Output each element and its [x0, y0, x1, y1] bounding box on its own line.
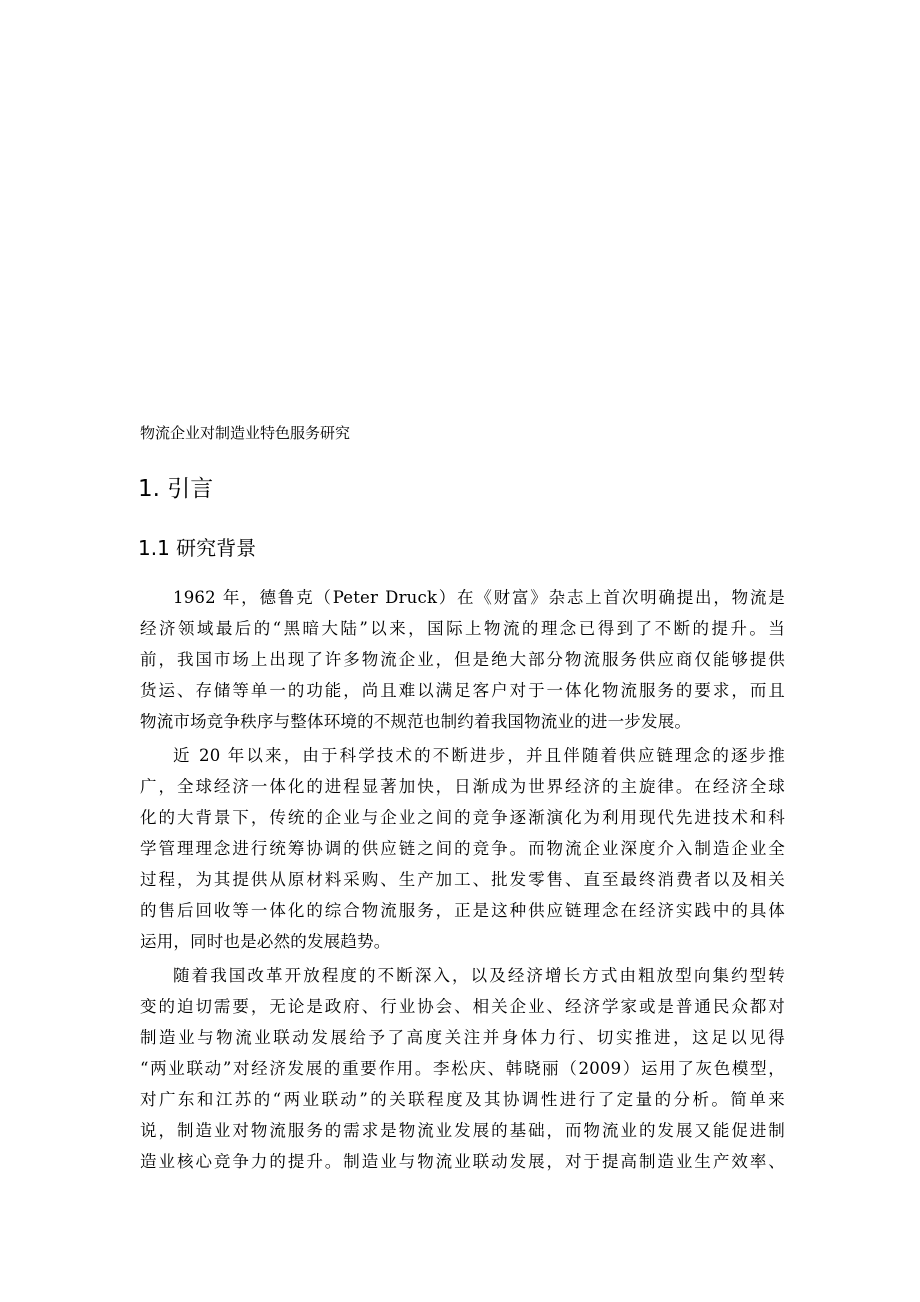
paragraph	[140, 960, 785, 1177]
paragraph	[140, 740, 785, 957]
text-line: 化的大背景下，传统的企业与企业之间的竞争逐渐演化为利用现代先进技术和科	[140, 808, 785, 827]
text-line: 的售后回收等一体化的综合物流服务，正是这种供应链理念在经济实践中的具体	[140, 901, 785, 920]
text-line: 造业核心竞争力的提升。制造业与物流业联动发展，对于提高制造业生产效率、	[140, 1152, 785, 1171]
text-line: 说，制造业对物流服务的需求是物流业发展的基础，而物流业的发展又能促进制	[140, 1121, 785, 1140]
text-line: 物流市场竞争秩序与整体环境的不规范也制约着我国物流业的进一步发展。	[140, 712, 692, 731]
text-line: 对广东和江苏的“两业联动”的关联程度及其协调性进行了定量的分析。简单来	[140, 1090, 785, 1109]
text-line: 经济领域最后的“黑暗大陆”以来，国际上物流的理念已得到了不断的提升。当	[140, 619, 785, 638]
subsection-heading-research-background: 1.1 研究背景	[138, 536, 257, 560]
text-line: 制造业与物流业联动发展给予了高度关注并身体力行、切实推进，这足以见得	[140, 1028, 785, 1047]
text-line: 运用，同时也是必然的发展趋势。	[140, 932, 391, 951]
section-heading-introduction: 1. 引言	[138, 476, 214, 502]
body-text	[140, 582, 785, 1180]
text-line: 学管理理念进行统筹协调的供应链之间的竞争。而物流企业深度介入制造企业全	[140, 839, 785, 858]
text-line: 变的迫切需要，无论是政府、行业协会、相关企业、经济学家或是普通民众都对	[140, 997, 785, 1016]
text-line: 广，全球经济一体化的进程显著加快，日渐成为世界经济的主旋律。在经济全球	[140, 777, 785, 796]
text-line: 近 20 年以来，由于科学技术的不断进步，并且伴随着供应链理念的逐步推	[173, 746, 785, 765]
paragraph	[140, 582, 785, 737]
text-line: 1962 年，德鲁克（Peter Druck）在《财富》杂志上首次明确提出，物流是	[173, 588, 785, 607]
text-line: 货运、存储等单一的功能，尚且难以满足客户对于一体化物流服务的要求，而且	[140, 681, 785, 700]
document-title: 物流企业对制造业特色服务研究	[140, 424, 351, 442]
text-line: “两业联动”对经济发展的重要作用。李松庆、韩晓丽（2009）运用了灰色模型，	[140, 1059, 785, 1078]
text-line: 过程，为其提供从原材料采购、生产加工、批发零售、直至最终消费者以及相关	[140, 870, 785, 889]
text-line: 前，我国市场上出现了许多物流企业，但是绝大部分物流服务供应商仅能够提供	[140, 650, 785, 669]
text-line: 随着我国改革开放程度的不断深入，以及经济增长方式由粗放型向集约型转	[173, 966, 785, 985]
